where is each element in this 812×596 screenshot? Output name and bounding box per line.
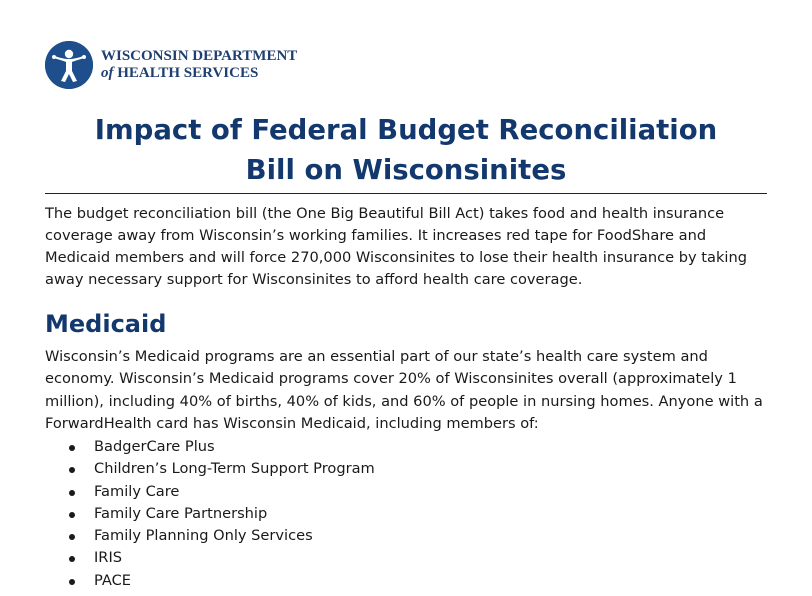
title-divider <box>45 193 767 194</box>
list-item: IRIS <box>45 547 375 569</box>
medicaid-heading: Medicaid <box>45 310 167 338</box>
page-title-line2: Bill on Wisconsinites <box>245 154 567 186</box>
list-item: Family Care Partnership <box>45 503 375 525</box>
page-title <box>45 110 767 190</box>
org-name-rest: HEALTH SERVICES <box>113 65 259 81</box>
list-item: PACE <box>45 570 375 592</box>
medicaid-paragraph: Wisconsin’s Medicaid programs are an essential part of our state’s health care system and economy. Wisconsin’s Medicaid programs cover 20% of Wisconsinites overall (approximately 1 million), including 40% of births, 40% of kids, and 60% of people in nursing homes. Anyone with a ForwardHealth card has Wisconsin Medicaid, including members of: <box>45 348 763 432</box>
org-name-of: of <box>101 65 114 81</box>
org-name-line2 <box>101 65 297 82</box>
org-name <box>101 48 297 82</box>
program-list <box>45 436 375 592</box>
list-item: Family Planning Only Services <box>45 525 375 547</box>
dhs-logo-header <box>45 41 297 89</box>
intro-paragraph: The budget reconciliation bill (the One Big Beautiful Bill Act) takes food and health insurance coverage away from Wisconsin’s working families. It increases red tape for FoodShare and Medicaid members and will force 270,000 Wisconsinites to lose their health insurance by taking away necessary support for Wisconsinites to afford health care coverage. <box>45 205 747 288</box>
page-title-line1: Impact of Federal Budget Reconciliation <box>94 114 718 146</box>
list-item: BadgerCare Plus <box>45 436 375 458</box>
list-item: Children’s Long-Term Support Program <box>45 458 375 480</box>
list-item: Family Care <box>45 481 375 503</box>
org-name-line1: WISCONSIN DEPARTMENT <box>101 48 298 64</box>
person-figure-icon <box>45 41 93 89</box>
